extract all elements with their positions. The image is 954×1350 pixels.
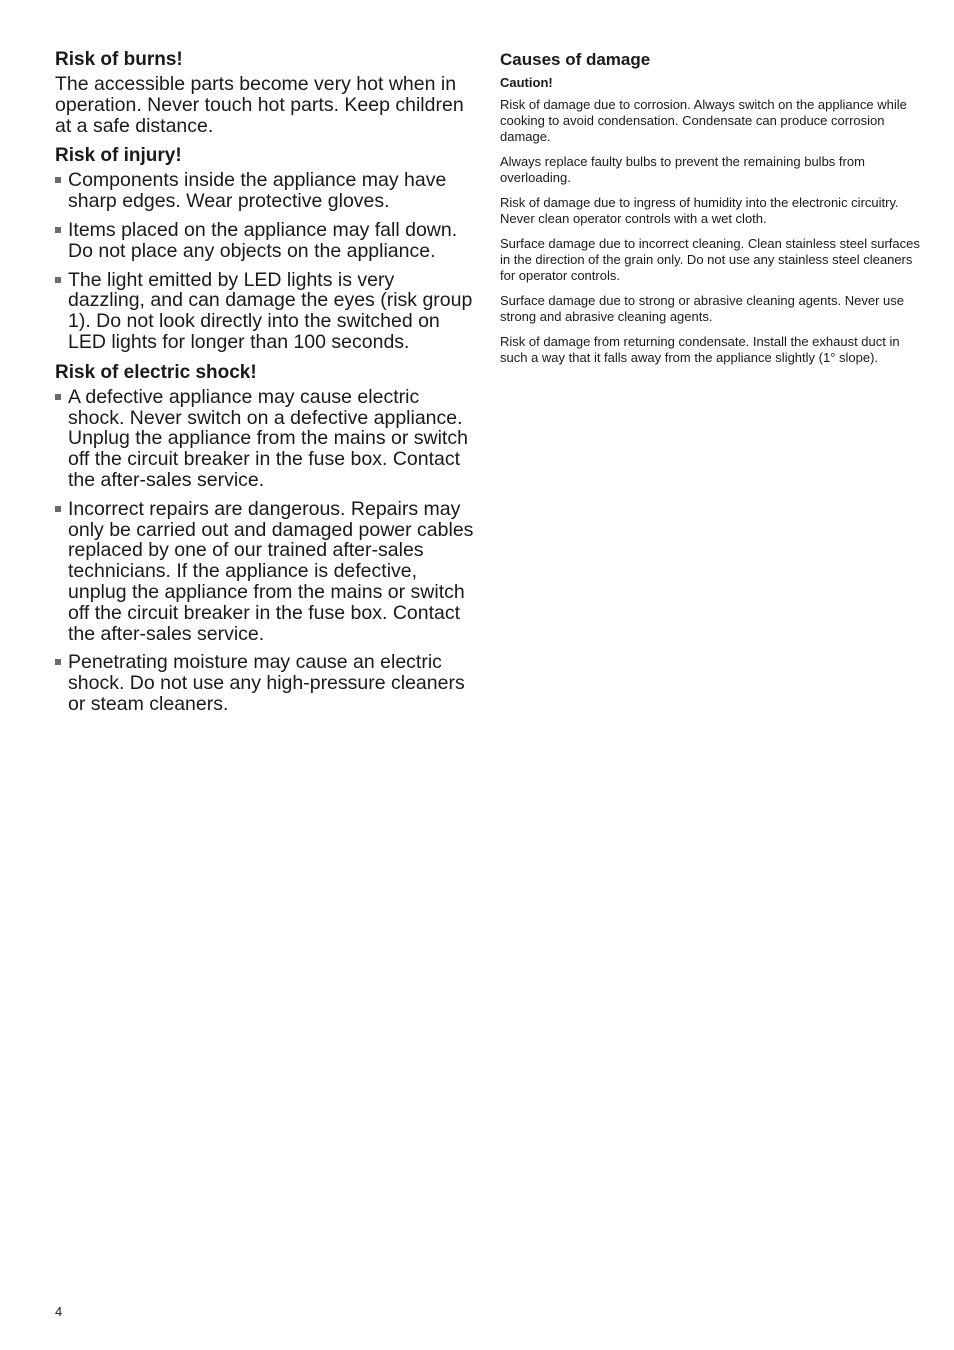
burns-text: The accessible parts become very hot when in operation. Never touch hot parts. Keep children at a safe distance. bbox=[55, 73, 464, 137]
list-item bbox=[55, 220, 475, 262]
page-number: 4 bbox=[55, 1304, 63, 1319]
bullet-icon bbox=[55, 506, 61, 512]
left-column bbox=[55, 48, 475, 723]
list-item bbox=[55, 652, 475, 714]
bullet-icon bbox=[55, 227, 61, 233]
list-item-text: The light emitted by LED lights is very dazzling, and can damage the eyes (risk group 1). Do not look directly into the switched on LED lights for longer than 100 seconds. bbox=[68, 268, 473, 353]
right-column bbox=[500, 48, 920, 375]
list-item-text: Components inside the appliance may have sharp edges. Wear protective gloves. bbox=[68, 169, 447, 213]
caution-label: Caution! bbox=[500, 75, 553, 90]
list-item bbox=[55, 270, 475, 353]
injury-list bbox=[55, 170, 475, 352]
damage-paragraph: Risk of damage due to ingress of humidity into the electronic circuitry. Never clean operator controls with a wet cloth. bbox=[500, 195, 899, 226]
damage-heading: Causes of damage bbox=[500, 50, 651, 69]
list-item-text: Incorrect repairs are dangerous. Repairs may only be carried out and damaged power cables replaced by one of our trained after-sales technicians. If the appliance is defective, unplug the appliance from the mains or switch off the circuit breaker in the fuse box. Contact the after-sales service. bbox=[68, 497, 474, 645]
list-item bbox=[55, 499, 475, 645]
damage-paragraph: Always replace faulty bulbs to prevent the remaining bulbs from overloading. bbox=[500, 154, 865, 185]
bullet-icon bbox=[55, 394, 61, 400]
burns-heading: Risk of burns! bbox=[55, 49, 183, 70]
damage-paragraph: Surface damage due to incorrect cleaning. Clean stainless steel surfaces in the direction of the grain only. Do not use any stainless steel cleaners for operator controls. bbox=[500, 236, 920, 283]
damage-paragraph: Surface damage due to strong or abrasive cleaning agents. Never use strong and abrasive cleaning agents. bbox=[500, 293, 904, 324]
bullet-icon bbox=[55, 277, 61, 283]
injury-heading: Risk of injury! bbox=[55, 145, 182, 167]
bullet-icon bbox=[55, 177, 61, 183]
list-item bbox=[55, 387, 475, 491]
damage-paragraph: Risk of damage from returning condensate. Install the exhaust duct in such a way that it falls away from the appliance slightly (1° slope). bbox=[500, 334, 900, 365]
list-item-text: A defective appliance may cause electric shock. Never switch on a defective appliance. Unplug the appliance from the mains or switch off the circuit breaker in the fuse box. Contact the after-sales service. bbox=[68, 385, 468, 491]
list-item-text: Items placed on the appliance may fall down. Do not place any objects on the appliance. bbox=[68, 218, 458, 262]
bullet-icon bbox=[55, 659, 61, 665]
shock-heading: Risk of electric shock! bbox=[55, 361, 257, 383]
list-item-text: Penetrating moisture may cause an electric shock. Do not use any high-pressure cleaners or steam cleaners. bbox=[68, 651, 465, 715]
damage-paragraph: Risk of damage due to corrosion. Always switch on the appliance while cooking to avoid condensation. Condensate can produce corrosion damage. bbox=[500, 97, 907, 144]
list-item bbox=[55, 170, 475, 212]
shock-list bbox=[55, 387, 475, 715]
